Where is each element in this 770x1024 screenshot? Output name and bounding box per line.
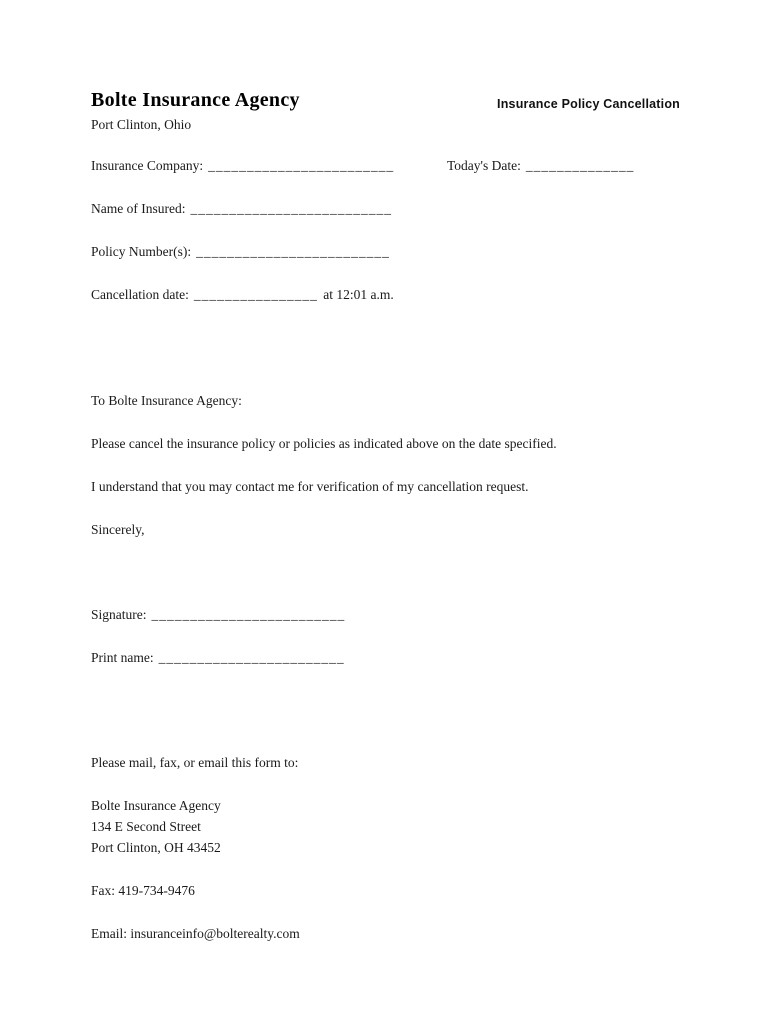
insurance-company-label: Insurance Company: xyxy=(91,158,204,173)
print-name-blank-line[interactable]: ________________________ xyxy=(158,650,345,665)
print-name-label: Print name: xyxy=(91,650,154,665)
field-row-signature xyxy=(91,604,345,625)
address-street: 134 E Second Street xyxy=(91,819,201,834)
policy-numbers-label: Policy Number(s): xyxy=(91,244,192,259)
signature-label: Signature: xyxy=(91,607,147,622)
name-of-insured-blank-line[interactable]: __________________________ xyxy=(190,201,392,216)
field-todays-date xyxy=(447,155,634,176)
cancellation-date-label: Cancellation date: xyxy=(91,287,189,302)
field-row-name-of-insured xyxy=(91,198,392,219)
name-of-insured-label: Name of Insured: xyxy=(91,201,186,216)
address-agency-name: Bolte Insurance Agency xyxy=(91,798,221,813)
fax-number: Fax: 419-734-9476 xyxy=(91,883,195,898)
request-paragraph: Please cancel the insurance policy or policies as indicated above on the date specified. xyxy=(91,436,557,451)
address-city-state-zip: Port Clinton, OH 43452 xyxy=(91,840,221,855)
closing-text: Sincerely, xyxy=(91,522,145,537)
mailing-address-block xyxy=(91,795,221,858)
mailing-instruction: Please mail, fax, or email this form to: xyxy=(91,755,299,770)
field-row-print-name xyxy=(91,647,345,668)
verification-paragraph: I understand that you may contact me for verification of my cancellation request. xyxy=(91,479,529,494)
page-title: Bolte Insurance Agency xyxy=(91,89,300,111)
todays-date-label: Today's Date: xyxy=(447,158,521,173)
salutation-text: To Bolte Insurance Agency: xyxy=(91,393,242,408)
todays-date-blank-line[interactable]: ______________ xyxy=(525,158,635,173)
cancellation-date-blank-line[interactable]: ________________ xyxy=(193,287,318,302)
insurance-company-blank-line[interactable]: ________________________ xyxy=(208,158,395,173)
field-row-cancellation-date xyxy=(91,284,394,305)
signature-blank-line[interactable]: _________________________ xyxy=(151,607,346,622)
email-address: Email: insuranceinfo@bolterealty.com xyxy=(91,926,300,941)
field-row-policy-numbers xyxy=(91,241,390,262)
agency-location: Port Clinton, Ohio xyxy=(91,117,192,132)
document-type-label: Insurance Policy Cancellation xyxy=(497,97,680,111)
cancellation-time-suffix: at 12:01 a.m. xyxy=(323,287,394,302)
policy-numbers-blank-line[interactable]: _________________________ xyxy=(196,244,390,259)
field-row-insurance-company xyxy=(91,155,710,176)
